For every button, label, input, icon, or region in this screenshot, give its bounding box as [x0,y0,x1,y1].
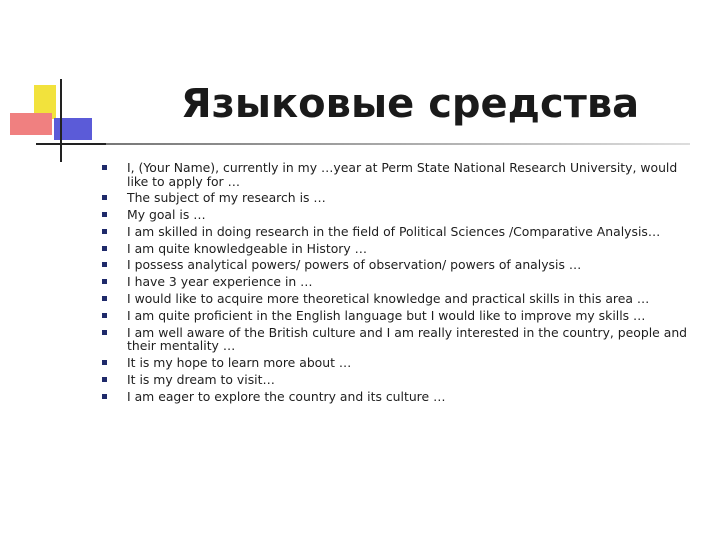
list-item-text: My goal is … [127,207,206,223]
square-bullet-icon [102,377,107,382]
list-item [102,225,692,239]
square-bullet-icon [102,246,107,251]
square-bullet-icon [102,360,107,365]
square-bullet-icon [102,313,107,318]
list-item [102,356,692,370]
square-bullet-icon [102,212,107,217]
list-item-text: I have 3 year experience in … [127,274,313,290]
list-item-text: I am quite proficient in the English language but I would like to improve my skills … [127,307,646,323]
list-item [102,161,692,188]
vertical-line-decoration [60,79,62,162]
square-bullet-icon [102,279,107,284]
list-item-text: I would like to acquire more theoretical knowledge and practical skills in this area … [127,291,650,307]
list-item [102,292,692,306]
list-item-text: I, (Your Name), currently in my …year at Perm State National Research University, would like to apply for … [127,160,678,189]
square-bullet-icon [102,165,107,170]
red-square-decoration [10,113,52,135]
square-bullet-icon [102,262,107,267]
list-item-text: It is my dream to visit… [127,371,275,387]
square-bullet-icon [102,330,107,335]
list-item-text: I am quite knowledgeable in History … [127,240,368,256]
list-item [102,373,692,387]
list-item [102,309,692,323]
list-item [102,326,692,353]
square-bullet-icon [102,394,107,399]
list-item [102,258,692,272]
title-underline [106,143,690,145]
list-item [102,191,692,205]
slide-title: Языковые средства [180,81,640,127]
list-item [102,208,692,222]
list-item-text: I possess analytical powers/ powers of observation/ powers of analysis … [127,257,582,273]
list-item-text: I am eager to explore the country and its culture … [127,388,446,404]
list-item-text: I am well aware of the British culture and I am really interested in the country, people and their mentality … [127,324,688,354]
list-item [102,242,692,256]
list-item-text: The subject of my research is … [127,190,326,206]
decorative-logo [0,0,120,170]
list-item-text: I am skilled in doing research in the field of Political Sciences /Comparative Analysis… [127,223,661,239]
list-item [102,275,692,289]
square-bullet-icon [102,195,107,200]
square-bullet-icon [102,229,107,234]
list-item [102,390,692,404]
list-item-text: It is my hope to learn more about … [127,354,352,370]
bullet-list [102,161,692,406]
square-bullet-icon [102,296,107,301]
